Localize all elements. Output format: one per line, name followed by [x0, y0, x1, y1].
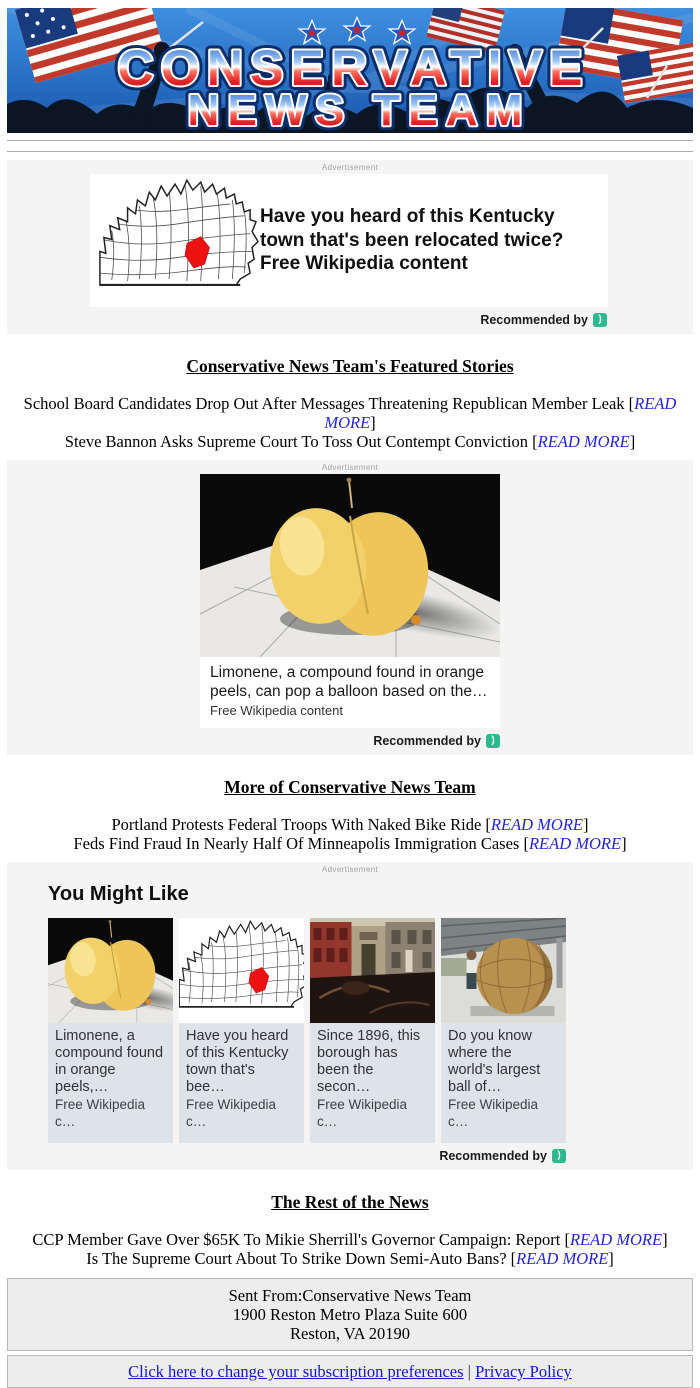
outbrain-icon[interactable]: ): [552, 1149, 566, 1163]
card-twine-ball[interactable]: [441, 918, 566, 1143]
ad-section-middle: [7, 460, 693, 755]
widget-title: You Might Like: [48, 883, 189, 905]
section-heading-more: More of Conservative News Team: [224, 777, 476, 797]
ad-section-top: [7, 160, 693, 334]
sent-from-line: Sent From:Conservative News Team: [228, 1286, 472, 1305]
bracket: [: [532, 432, 538, 451]
story-title: School Board Candidates Drop Out After Messages Threatening Republican Member Leak: [23, 394, 625, 413]
ad-kentucky-town[interactable]: [90, 174, 608, 307]
story-line: [86, 1249, 614, 1268]
divider: [7, 151, 693, 152]
story-list: [7, 394, 693, 451]
ad-headline: Limonene, a compound found in orange peels, can pop a balloon based on the…: [210, 664, 488, 700]
ad-limonene-balloon[interactable]: [200, 474, 500, 728]
kentucky-county-map-image: [92, 177, 260, 304]
section-heading-rest: The Rest of the News: [271, 1192, 429, 1212]
bracket: ]: [629, 432, 636, 451]
card-kentucky[interactable]: [179, 918, 304, 1143]
read-more-link[interactable]: READ MORE: [537, 432, 630, 451]
recommended-by: [7, 313, 693, 327]
bracket: ]: [370, 413, 376, 432]
ad-source: Free Wikipedia content: [260, 253, 468, 275]
recommended-by-label: Recommended by: [373, 734, 481, 748]
recommended-by-label: Recommended by: [439, 1149, 547, 1163]
ad-text: [200, 657, 500, 728]
twine-ball-thumbnail: [441, 918, 566, 1023]
advertisement-label: Advertisement: [321, 163, 379, 172]
story-title: CCP Member Gave Over $65K To Mikie Sherrill's Governor Campaign: Report: [32, 1230, 561, 1249]
conservative-news-team-logo: [7, 8, 693, 133]
bracket: [: [564, 1230, 570, 1249]
story-line: [65, 432, 635, 451]
subscription-preferences-link[interactable]: Click here to change your subscription preferences: [128, 1362, 464, 1381]
bracket: ]: [662, 1230, 668, 1249]
card-source: Free Wikipedia c…: [448, 1097, 539, 1129]
bracket: ]: [583, 815, 589, 834]
address-line: Reston, VA 20190: [290, 1324, 410, 1343]
card-borough[interactable]: [310, 918, 435, 1143]
read-more-link[interactable]: READ MORE: [516, 1249, 609, 1268]
story-line: [111, 815, 588, 834]
recommended-by: [7, 734, 693, 748]
card-limonene[interactable]: [48, 918, 173, 1143]
story-title: Steve Bannon Asks Supreme Court To Toss Out Contempt Conviction: [64, 432, 528, 451]
story-line: [73, 834, 626, 853]
story-title: Portland Protests Federal Troops With Naked Bike Ride: [111, 815, 482, 834]
card-title: Do you know where the world's largest ball of…: [448, 1028, 541, 1095]
bracket: [: [510, 1249, 517, 1268]
popped-balloon-image: [200, 474, 500, 657]
card-source: Free Wikipedia c…: [55, 1097, 146, 1129]
ad-source: Free Wikipedia content: [210, 703, 343, 718]
read-more-link[interactable]: READ MORE: [528, 834, 622, 853]
recommended-by-label: Recommended by: [480, 313, 588, 327]
ad-section-widget: [7, 862, 693, 1170]
story-list: [7, 1230, 693, 1268]
kentucky-map-thumbnail: [179, 918, 304, 1023]
read-more-link[interactable]: READ MORE: [490, 815, 584, 834]
banner-image[interactable]: [7, 8, 693, 133]
bracket: [: [628, 394, 635, 413]
bracket: ]: [608, 1249, 614, 1268]
link-separator: |: [467, 1362, 471, 1381]
read-more-link[interactable]: READ MORE: [324, 394, 677, 432]
ad-headline: Have you heard of this Kentucky town that's been relocated twice?: [260, 206, 564, 251]
story-line: [32, 1230, 667, 1249]
privacy-policy-link[interactable]: Privacy Policy: [475, 1362, 572, 1381]
story-list: [7, 815, 693, 853]
story-title: Is The Supreme Court About To Strike Down Semi-Auto Bans?: [86, 1249, 507, 1268]
read-more-link[interactable]: READ MORE: [569, 1230, 663, 1249]
popped-balloon-thumbnail: [48, 918, 173, 1023]
ad-text: [260, 205, 608, 276]
footer-links-box: [7, 1355, 693, 1388]
card-title: Limonene, a compound found in orange peels,…: [55, 1028, 164, 1095]
section-heading-featured: Conservative News Team's Featured Stories: [186, 356, 514, 376]
card-source: Free Wikipedia c…: [317, 1097, 408, 1129]
email-newsletter: [0, 8, 700, 1388]
outbrain-icon[interactable]: ): [486, 734, 500, 748]
sender-address-box: [7, 1278, 693, 1351]
story-title: Feds Find Fraud In Nearly Half Of Minneapolis Immigration Cases: [73, 834, 520, 853]
card-title: Since 1896, this borough has been the secon…: [317, 1028, 421, 1095]
outbrain-icon[interactable]: ): [593, 313, 607, 327]
card-title: Have you heard of this Kentucky town that's bee…: [186, 1028, 289, 1095]
street-scene-thumbnail: [310, 918, 435, 1023]
bracket: [: [485, 815, 491, 834]
card-source: Free Wikipedia c…: [186, 1097, 277, 1129]
advertisement-label: Advertisement: [321, 463, 379, 472]
recommended-by: [7, 1149, 693, 1163]
recommendation-cards: [48, 918, 693, 1143]
bracket: ]: [621, 834, 627, 853]
bracket: [: [523, 834, 529, 853]
divider: [7, 140, 693, 141]
address-line: 1900 Reston Metro Plaza Suite 600: [232, 1305, 468, 1324]
advertisement-label: Advertisement: [321, 865, 379, 874]
story-line: [24, 394, 677, 432]
